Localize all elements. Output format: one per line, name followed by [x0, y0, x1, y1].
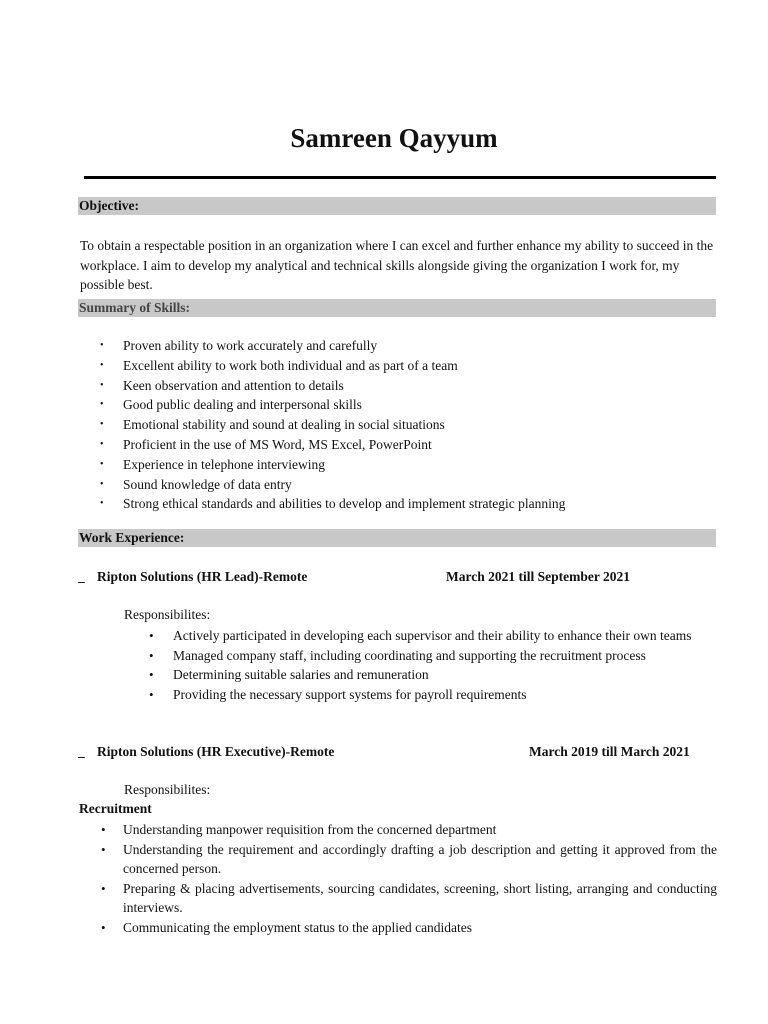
bullet-icon: •	[100, 438, 104, 450]
bullet-icon: •	[149, 686, 154, 702]
list-item: • Providing the necessary support systems for payroll requirements	[173, 685, 718, 705]
bullet-icon: •	[101, 919, 106, 935]
skills-list	[100, 336, 566, 514]
list-item: • Actively participated in developing each supervisor and their ability to enhance their own teams	[173, 626, 718, 646]
bullet-icon: •	[100, 458, 104, 470]
skills-heading: Summary of Skills:	[78, 299, 716, 317]
list-item: • Understanding the requirement and accordingly drafting a job description and getting it approved from the concerned person.	[101, 841, 717, 876]
job-dates: March 2021 till September 2021	[446, 569, 630, 584]
bullet-icon: •	[100, 359, 104, 371]
job-dates: March 2019 till March 2021	[529, 744, 690, 759]
list-item: • Excellent ability to work both individual and as part of a team	[123, 356, 565, 376]
list-item: • Good public dealing and interpersonal skills	[123, 395, 565, 415]
bullet-icon: •	[149, 667, 154, 682]
bullet-icon: •	[149, 647, 154, 663]
bullet-icon: •	[100, 419, 104, 431]
list-item: • Strong ethical standards and abilities to develop and implement strategic planning	[123, 494, 565, 514]
list-item: • Experience in telephone interviewing	[123, 455, 565, 475]
list-item: • Keen observation and attention to details	[123, 376, 565, 396]
bullet-icon: •	[100, 399, 104, 411]
candidate-name: Samreen Qayyum	[290, 123, 498, 153]
list-item: • Proficient in the use of MS Word, MS Excel, PowerPoint	[123, 435, 565, 455]
header-divider	[84, 176, 716, 179]
recruitment-subheading: Recruitment	[79, 801, 152, 816]
job-company: Ripton Solutions (HR Lead)-Remote	[97, 569, 308, 584]
list-item: • Determining suitable salaries and remuneration	[173, 665, 718, 685]
responsibilities-label: Responsibilites:	[124, 782, 211, 797]
recruitment-list	[101, 820, 717, 937]
bullet-icon: •	[100, 340, 104, 351]
bullet-icon: •	[100, 478, 104, 490]
responsibilities-label: Responsibilites:	[124, 607, 211, 622]
list-item: • Understanding manpower requisition from the concerned department	[123, 820, 717, 840]
job-company: Ripton Solutions (HR Executive)-Remote	[97, 744, 335, 759]
objective-heading: Objective:	[78, 197, 716, 215]
bullet-icon: •	[101, 841, 106, 857]
list-item: • Emotional stability and sound at dealing in social situations	[123, 415, 565, 435]
list-item: • Preparing & placing advertisements, sourcing candidates, screening, short listing, arranging and conducting interviews.	[101, 880, 717, 915]
job-marker: _	[78, 569, 85, 584]
experience-heading: Work Experience:	[78, 529, 716, 547]
bullet-icon: •	[149, 628, 154, 643]
bullet-icon: •	[101, 880, 106, 896]
job-marker: _	[78, 744, 85, 759]
list-item: • Managed company staff, including coordinating and supporting the recruitment process	[173, 646, 718, 666]
list-item: • Communicating the employment status to the applied candidates	[123, 918, 717, 938]
responsibilities-list	[149, 626, 718, 704]
bullet-icon: •	[101, 822, 106, 837]
objective-text: To obtain a respectable position in an organization where I can excel and further enhance my ability to succeed in the workplace. I aim to develop my analytical and technical skills alongside giving the organization I work for, my possible best.	[80, 238, 714, 292]
bullet-icon: •	[100, 379, 104, 391]
list-item: • Sound knowledge of data entry	[123, 475, 565, 495]
bullet-icon: •	[100, 498, 104, 510]
list-item: • Proven ability to work accurately and carefully	[123, 336, 565, 356]
